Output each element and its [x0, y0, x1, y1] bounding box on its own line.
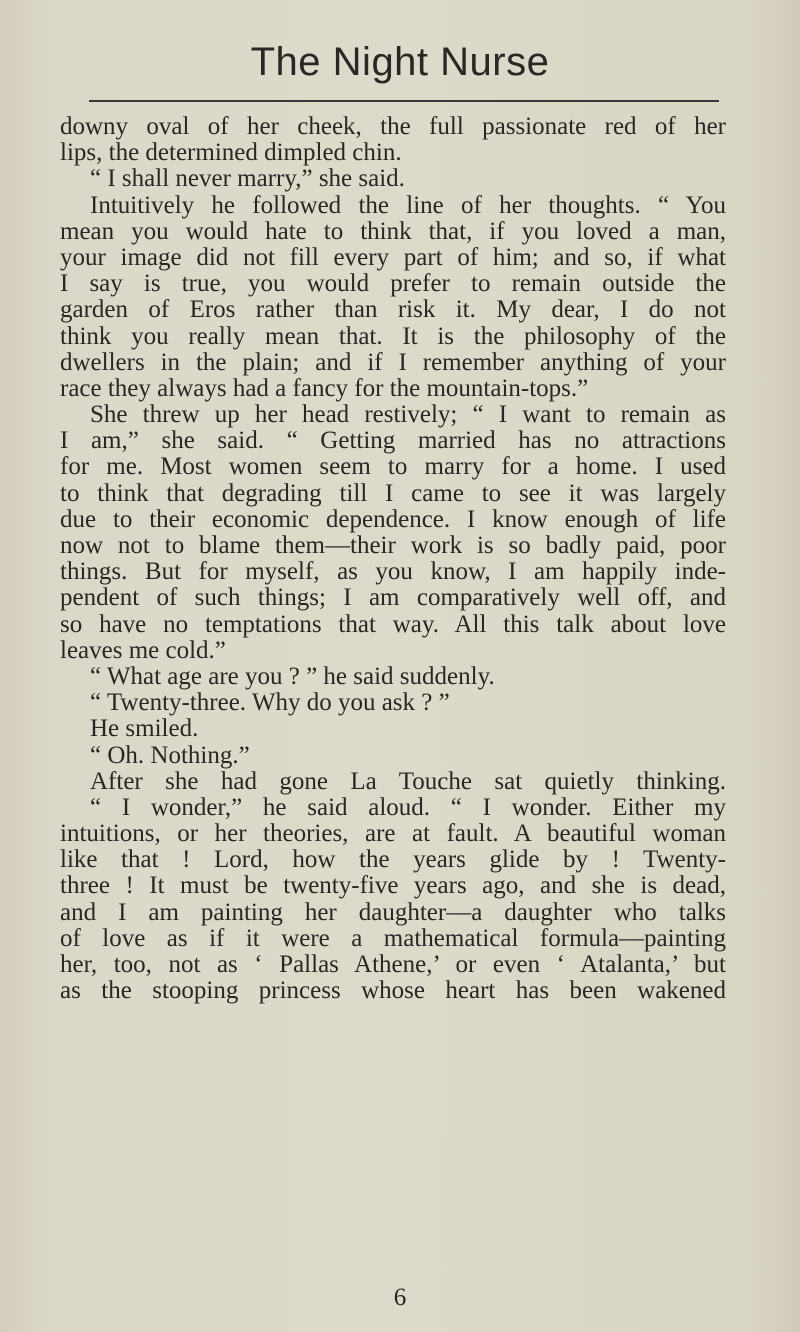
text-line: lips, the determined dimpled chin. — [60, 139, 402, 167]
header-rule — [89, 100, 719, 102]
text-line: “ Oh. Nothing.” — [90, 741, 250, 769]
text-line: I am,” she said. “ Getting married has no attractions — [60, 427, 726, 455]
text-line: as the stooping princess whose heart has been wakened — [60, 977, 726, 1005]
text-line: I say is true, you would prefer to remain outside the — [60, 270, 726, 298]
text-line: He smiled. — [90, 715, 199, 743]
text-line: so have no temptations that way. All this talk about love — [60, 610, 726, 638]
text-line: and I am painting her daughter—a daughter who talks — [60, 898, 726, 926]
text-line: leaves me cold.” — [60, 636, 226, 664]
text-line: After she had gone La Touche sat quietly thinking. — [90, 767, 726, 795]
text-line: think you really mean that. It is the philosophy of the — [60, 322, 726, 350]
text-line: her, too, not as ‘ Pallas Athene,’ or even ‘ Atalanta,’ but — [60, 951, 726, 978]
text-line: “ I wonder,” he said aloud. “ I wonder. Either my — [90, 793, 726, 821]
text-line: three ! It must be twenty-five years ago, and she is dead, — [60, 872, 726, 900]
text-line: things. But for myself, as you know, I am happily inde- — [60, 558, 726, 586]
text-line: downy oval of her cheek, the full passionate red of her — [60, 113, 726, 140]
text-line: dwellers in the plain; and if I remember anything of your — [60, 348, 726, 376]
text-line: for me. Most women seem to marry for a home. I used — [60, 453, 726, 481]
text-line: “ Twenty-three. Why do you ask ? ” — [90, 689, 450, 717]
text-line: race they always had a fancy for the mountain-tops.” — [60, 374, 589, 402]
text-line: intuitions, or her theories, are at fault. A beautiful woman — [60, 820, 726, 848]
text-line: “ I shall never marry,” she said. — [90, 165, 405, 193]
body-text — [60, 114, 726, 1004]
text-line: like that ! Lord, how the years glide by ! Twenty- — [60, 846, 726, 874]
page-number: 6 — [393, 1284, 407, 1311]
text-line: She threw up her head restively; “ I want to remain as — [90, 401, 726, 429]
text-line: due to their economic dependence. I know enough of life — [60, 505, 726, 533]
running-head: The Night Nurse — [250, 40, 550, 84]
text-line: of love as if it were a mathematical formula—painting — [60, 924, 726, 952]
text-line: “ What age are you ? ” he said suddenly. — [90, 662, 495, 690]
text-line: mean you would hate to think that, if you loved a man, — [60, 217, 726, 245]
text-line: to think that degrading till I came to see it was largely — [60, 479, 726, 507]
text-line: Intuitively he followed the line of her thoughts. “ You — [90, 191, 726, 219]
text-line: garden of Eros rather than risk it. My dear, I do not — [60, 296, 726, 324]
text-line: pendent of such things; I am comparatively well off, and — [60, 584, 726, 612]
text-line: your image did not fill every part of him; and so, if what — [60, 243, 726, 271]
text-line: now not to blame them—their work is so badly paid, poor — [60, 532, 726, 559]
